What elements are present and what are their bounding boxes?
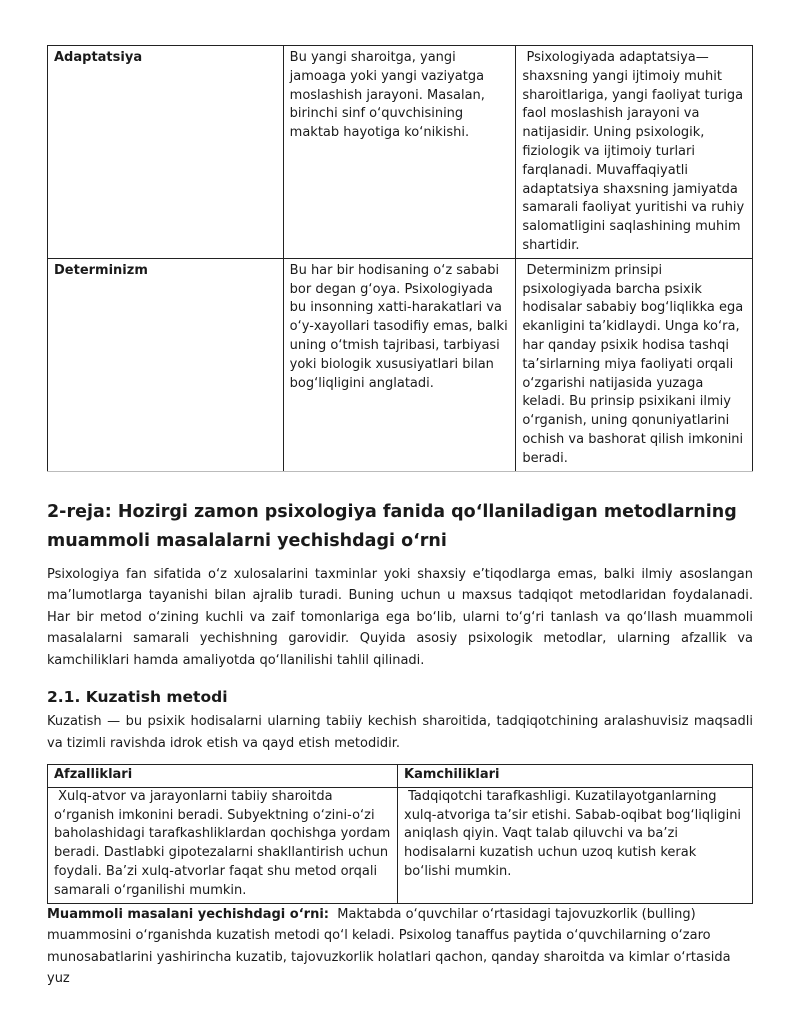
table-row — [48, 46, 753, 259]
problem-role-label: Muammoli masalani yechishdagi o‘rni: — [47, 906, 329, 922]
term-cell: Determinizm — [48, 258, 284, 471]
definition-paragraph: Kuzatish — bu psixik hodisalarni ularning tabiiy kechish sharoitida, tadqiqotchining aralashuvisiz maqsadli va tizimli ravishda idrok etish va qayd etish metodidir. — [47, 714, 753, 751]
section-intro-paragraph: Psixologiya fan sifatida o‘z xulosalarini taxminlar yoki shaxsiy e’tiqodlarga emas, balki ilmiy asoslangan ma’lumotlarga tayanishi bilan ajralib turadi. Buning uchun u maxsus tadqiqot metodlaridan foydalanadi. Har bir metod o‘zining kuchli va zaif tomonlariga ega bo‘lib, ularni to‘g‘ri tanlash va qo‘llash muammoli masalalarni samarali yechishning garovidir. Quyida asosiy psixologik metodlar, ularning afzallik va kamchiliklari hamda amaliyotda qo‘llanilishi tahlil qilinadi. — [47, 566, 753, 668]
problem-role-text: Maktabda o‘quvchilar o‘rtasidagi tajovuzkorlik (bulling) muammosini o‘rganishda kuzatish metodi qo‘l keladi. Psixolog tanaffus paytida o‘quvchilarning o‘zaro munosabatlarini yashirincha kuzatib, tajovuzkorlik holatlari qachon, qanday sharoitda va kimlar o‘rtasida yuz — [47, 906, 735, 987]
section-heading: 2-reja: Hozirgi zamon psixologiya fanida qo‘llaniladigan metodlarning muammoli masalalarni yechishdagi o‘rni — [47, 501, 737, 551]
pros-header: Afzalliklari — [48, 765, 398, 788]
table-header-row — [48, 765, 753, 788]
cons-header: Kamchiliklari — [398, 765, 753, 788]
pros-cell: Xulq-atvor va jarayonlarni tabiiy sharoitda o‘rganish imkonini beradi. Subyektning o‘zini-o‘zi baholashidagi tarafkashliklardan qochishga yordam beradi. Dastlabki gipotezalarni shakllantirish uchun foydali. Ba’zi xulq-atvorlar faqat shu metod orqali samarali o‘rganilishi mumkin. — [48, 787, 398, 903]
problem-role-paragraph — [47, 904, 753, 990]
table-row — [48, 787, 753, 903]
cons-cell: Tadqiqotchi tarafkashligi. Kuzatilayotganlarning xulq-atvoriga ta’sir etishi. Sabab-oqibat bog‘liqligini aniqlash qiyin. Vaqt talab qiluvchi va ba’zi hodisalarni kuzatish uchun uzoq kutish kerak bo‘lishi mumkin. — [398, 787, 753, 903]
simple-explanation-cell: Bu yangi sharoitga, yangi jamoaga yoki yangi vaziyatga moslashish jarayoni. Masalan, birinchi sinf o‘quvchisining maktab hayotiga ko‘nikishi. — [283, 46, 516, 259]
scientific-explanation-cell: Determinizm prinsipi psixologiyada barcha psixik hodisalar sababiy bog‘liqlikka ega ekanligini ta’kidlaydi. Unga ko‘ra, har qanday psixik hodisa tashqi ta’sirlarning miya faoliyati orqali o‘zgarishi natijasida yuzaga keladi. Bu prinsip psixikani ilmiy o‘rganish, uning qonuniyatlarini ochish va bashorat qilish imkonini beradi. — [516, 258, 753, 471]
document-page — [47, 45, 753, 990]
terms-table — [47, 45, 753, 472]
term-cell: Adaptatsiya — [48, 46, 284, 259]
table-row — [48, 258, 753, 471]
subsection-heading: 2.1. Kuzatish metodi — [47, 688, 228, 707]
scientific-explanation-cell: Psixologiyada adaptatsiya—shaxsning yangi ijtimoiy muhit sharoitlariga, yangi faoliyat turiga faol moslashish jarayoni va natijasidir. Uning psixologik, fiziologik va ijtimoiy turlari farqlanadi. Muvaffaqiyatli adaptatsiya shaxsning jamiyatda samarali faoliyat yuritishi va ruhiy salomatligini saqlashining muhim shartidir. — [516, 46, 753, 259]
pros-cons-table — [47, 764, 753, 904]
simple-explanation-cell: Bu har bir hodisaning o‘z sababi bor degan g‘oya. Psixologiyada bu insonning xatti-harakatlari va o‘y-xayollari tasodifiy emas, balki uning o‘tmish tajribasi, tarbiyasi yoki biologik xususiyatlari bilan bog‘liqligini anglatadi. — [283, 258, 516, 471]
